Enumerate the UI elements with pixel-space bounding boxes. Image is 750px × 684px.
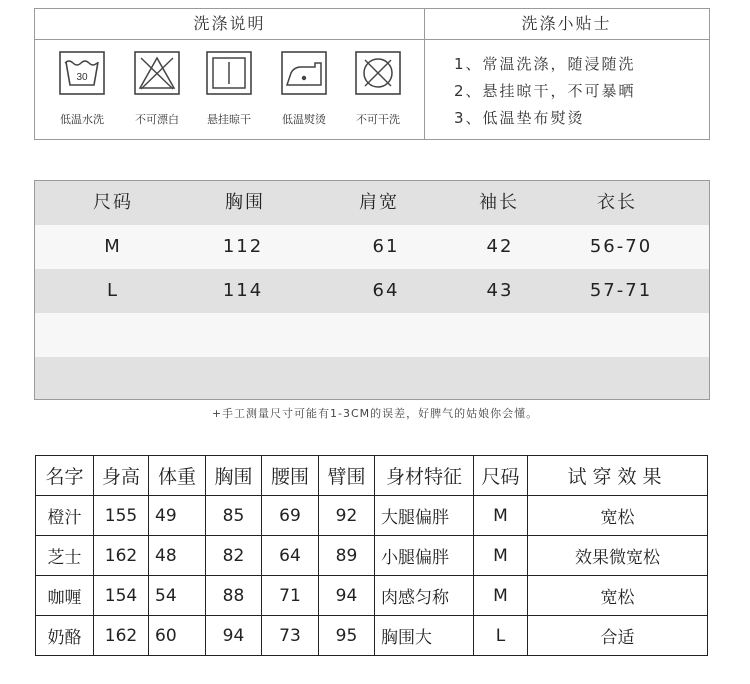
- care-item-no-bleach: [122, 49, 192, 127]
- wash-30-icon: [59, 51, 105, 95]
- model-cell: 合适: [528, 616, 708, 656]
- size-cell: 64: [372, 280, 400, 301]
- size-cell: 56-70: [589, 236, 653, 257]
- model-cell: 肉感匀称: [375, 576, 474, 616]
- model-cell: 64: [262, 536, 319, 576]
- model-header-cell: 腰围: [262, 456, 319, 496]
- care-item-low-iron: [269, 49, 339, 127]
- size-row-empty: [35, 357, 709, 399]
- size-cell: 43: [486, 280, 514, 301]
- model-cell: 小腿偏胖: [375, 536, 474, 576]
- model-cell: 54: [149, 576, 206, 616]
- model-cell: L: [474, 616, 528, 656]
- size-table: [34, 180, 710, 400]
- care-tips-title: 洗涤小贴士: [424, 9, 709, 40]
- model-header-cell: 名字: [36, 456, 94, 496]
- model-header-cell: 试穿效果: [528, 456, 708, 496]
- model-cell: 92: [319, 496, 375, 536]
- model-cell: 162: [94, 536, 149, 576]
- measurement-note: +手工测量尺寸可能有1-3CM的误差，好脾气的姑娘你会懂。: [211, 407, 539, 420]
- model-cell: 71: [262, 576, 319, 616]
- model-cell: 154: [94, 576, 149, 616]
- model-cell: 宽松: [528, 496, 708, 536]
- model-cell: 49: [149, 496, 206, 536]
- size-cell: M: [104, 236, 122, 257]
- model-header-cell: 尺码: [474, 456, 528, 496]
- model-cell: 胸围大: [375, 616, 474, 656]
- size-cell: 42: [486, 236, 514, 257]
- size-cell: L: [106, 280, 120, 301]
- size-row: [35, 269, 709, 313]
- model-header-cell: 胸围: [206, 456, 262, 496]
- care-label-no-bleach: 不可漂白: [135, 113, 179, 126]
- model-cell: 咖喱: [36, 576, 94, 616]
- size-row: [35, 225, 709, 269]
- model-row: [36, 496, 708, 536]
- model-cell: 69: [262, 496, 319, 536]
- care-tips-list: [454, 51, 636, 132]
- model-header-cell: 体重: [149, 456, 206, 496]
- model-header-cell: 身材特征: [375, 456, 474, 496]
- model-cell: 橙汁: [36, 496, 94, 536]
- care-label-no-dry-clean: 不可干洗: [356, 113, 400, 126]
- low-iron-icon: [281, 51, 327, 95]
- size-header-cell: 衣长: [597, 192, 637, 213]
- model-row: [36, 536, 708, 576]
- model-cell: 效果微宽松: [528, 536, 708, 576]
- model-cell: 88: [206, 576, 262, 616]
- care-label-wash: 低温水洗: [60, 113, 104, 126]
- care-item-hang-dry: [194, 49, 264, 127]
- model-cell: 94: [206, 616, 262, 656]
- model-cell: 82: [206, 536, 262, 576]
- care-label-low-iron: 低温熨烫: [282, 113, 326, 126]
- model-cell: 155: [94, 496, 149, 536]
- model-cell: 85: [206, 496, 262, 536]
- size-header-cell: 胸围: [225, 192, 265, 213]
- no-dry-clean-icon: [355, 51, 401, 95]
- size-cell: 61: [372, 236, 400, 257]
- size-header-cell: 尺码: [93, 192, 133, 213]
- model-header-row: [36, 456, 708, 496]
- model-table: [35, 455, 708, 656]
- care-tip: 2、悬挂晾干，不可暴晒: [454, 82, 636, 100]
- care-item-wash: [47, 49, 117, 127]
- care-tip: 3、低温垫布熨烫: [454, 109, 585, 127]
- size-header-cell: 袖长: [479, 192, 519, 213]
- model-cell: M: [474, 536, 528, 576]
- care-item-no-dry-clean: [343, 49, 413, 127]
- size-row-empty: [35, 313, 709, 357]
- model-cell: 奶酪: [36, 616, 94, 656]
- size-cell: 112: [222, 236, 264, 257]
- size-cell: 114: [222, 280, 264, 301]
- care-tip: 1、常温洗涤，随浸随洗: [454, 55, 636, 73]
- size-header-row: [35, 181, 709, 225]
- care-tips: [424, 9, 709, 139]
- model-row: [36, 576, 708, 616]
- model-cell: 60: [149, 616, 206, 656]
- model-cell: M: [474, 576, 528, 616]
- care-label-hang-dry: 悬挂晾干: [207, 113, 251, 126]
- care-instructions-title: 洗涤说明: [35, 9, 424, 40]
- model-header-cell: 身高: [94, 456, 149, 496]
- model-cell: 95: [319, 616, 375, 656]
- hang-dry-icon: [206, 51, 252, 95]
- care-instructions: [35, 9, 425, 139]
- wash-temp-label: 30: [76, 72, 88, 83]
- model-cell: 宽松: [528, 576, 708, 616]
- model-cell: 73: [262, 616, 319, 656]
- model-cell: M: [474, 496, 528, 536]
- care-panel: [34, 8, 710, 140]
- model-cell: 48: [149, 536, 206, 576]
- no-bleach-icon: [134, 51, 180, 95]
- model-cell: 162: [94, 616, 149, 656]
- model-row: [36, 616, 708, 656]
- model-header-cell: 臂围: [319, 456, 375, 496]
- model-cell: 芝士: [36, 536, 94, 576]
- model-cell: 94: [319, 576, 375, 616]
- size-header-cell: 肩宽: [359, 192, 399, 213]
- model-cell: 大腿偏胖: [375, 496, 474, 536]
- care-icons: [35, 49, 424, 139]
- size-cell: 57-71: [589, 280, 653, 301]
- model-cell: 89: [319, 536, 375, 576]
